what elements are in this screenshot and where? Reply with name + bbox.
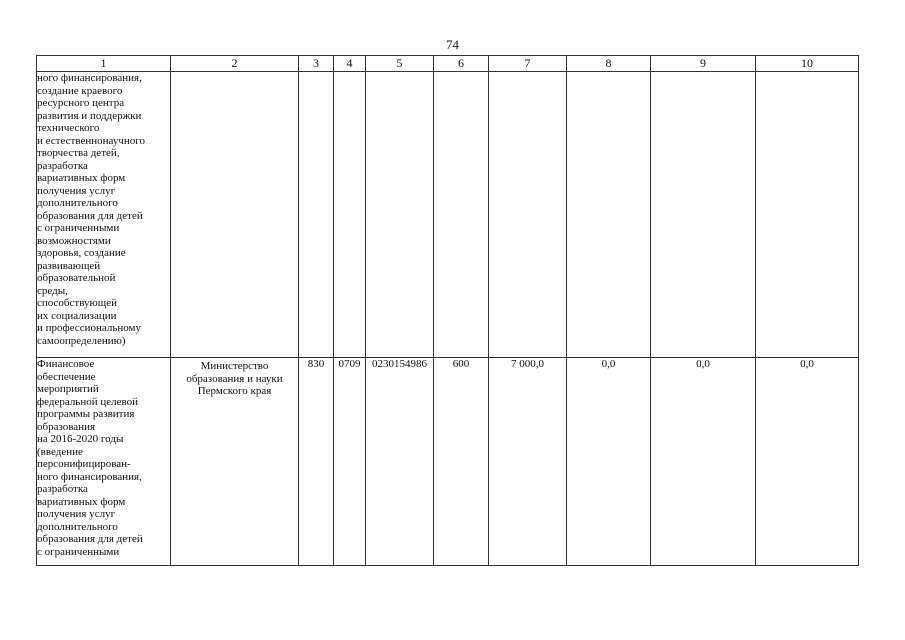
column-header: 6 [434, 56, 489, 72]
description-line: ного финансирования, [37, 72, 142, 84]
description-line: разработка [37, 483, 88, 495]
description-line: здоровья, создание [37, 247, 126, 259]
description-line: развивающей [37, 259, 101, 272]
description-line: дополнительного [37, 520, 118, 533]
table-cell [171, 72, 299, 358]
table-header-row [37, 56, 859, 72]
description-line: возможностями [37, 234, 111, 247]
responsible-body-line: образования и науки [186, 372, 283, 385]
table-cell [299, 72, 334, 358]
description-line: образования [37, 420, 96, 433]
description-line: способствующей [37, 297, 117, 309]
description-line: получения услуг [37, 184, 116, 197]
column-header: 3 [299, 56, 334, 72]
description-line: среды, [37, 284, 68, 297]
description-line: ного финансирования, [37, 470, 142, 483]
description-line: и естественнонаучного [37, 134, 145, 147]
column-header: 9 [651, 56, 756, 72]
column-header: 1 [37, 56, 171, 72]
responsible-body-line: Министерство [200, 360, 269, 372]
description-line: вариативных форм [37, 172, 126, 184]
description-line: и профессиональному [37, 322, 141, 334]
table-cell [651, 72, 756, 358]
table-cell: 0,0 [756, 358, 859, 566]
page-number: 74 [446, 37, 459, 52]
description-line: их социализации [37, 309, 117, 322]
description-line: создание краевого [37, 84, 123, 97]
description-line: программы развития [37, 408, 135, 420]
column-header: 5 [366, 56, 434, 72]
description-line: творчества детей, [37, 147, 120, 159]
description-line: (введение [37, 445, 83, 458]
table-cell: 0230154986 [366, 358, 434, 566]
description-line: с ограниченными [37, 545, 120, 558]
table-cell: 0,0 [567, 358, 651, 566]
table-cell [434, 72, 489, 358]
description-line: образования для детей [37, 533, 143, 545]
description-line: образования для детей [37, 209, 143, 222]
responsible-body-cell [171, 358, 299, 566]
description-line: получения услуг [37, 508, 116, 520]
description-line: мероприятий [37, 383, 99, 395]
description-line: с ограниченными [37, 222, 120, 234]
description-line: самоопределению) [37, 334, 126, 347]
description-line: развития и поддержки [37, 109, 142, 122]
column-header: 7 [489, 56, 567, 72]
column-header: 8 [567, 56, 651, 72]
row-description-cell [37, 72, 171, 358]
column-header: 2 [171, 56, 299, 72]
description-line: персонифицирован- [37, 458, 131, 470]
table-cell: 600 [434, 358, 489, 566]
description-line: дополнительного [37, 197, 118, 209]
description-line: вариативных форм [37, 495, 126, 508]
description-line: образовательной [37, 272, 116, 284]
description-line: технического [37, 122, 100, 134]
table-cell [756, 72, 859, 358]
description-line: федеральной целевой [37, 395, 138, 408]
description-line: на 2016-2020 годы [37, 433, 124, 445]
table-cell [567, 72, 651, 358]
column-header: 10 [756, 56, 859, 72]
description-line: ресурсного центра [37, 97, 125, 109]
responsible-body-line: Пермского края [197, 385, 272, 397]
table-row [37, 358, 859, 566]
table-row [37, 72, 859, 358]
column-header: 4 [334, 56, 366, 72]
table-cell: 830 [299, 358, 334, 566]
budget-table [36, 55, 859, 566]
table-cell: 0,0 [651, 358, 756, 566]
table-cell [489, 72, 567, 358]
row-description-cell [37, 358, 171, 566]
table-cell [366, 72, 434, 358]
table-cell [334, 72, 366, 358]
description-line: разработка [37, 159, 88, 172]
table-cell: 7 000,0 [489, 358, 567, 566]
table-cell: 0709 [334, 358, 366, 566]
description-line: обеспечение [37, 370, 96, 383]
description-line: Финансовое [37, 358, 95, 370]
